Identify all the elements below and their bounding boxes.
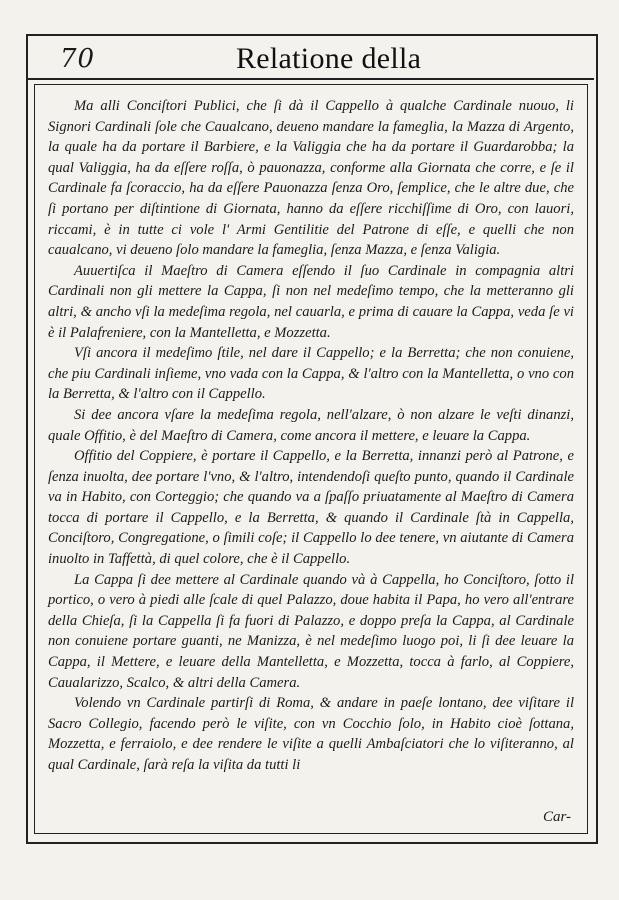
body-text <box>48 96 574 776</box>
paragraph: Volendo vn Cardinale partirſi di Roma, & andare in paeſe lontano, dee viſitare il Sacro Collegio, facendo però le viſite, con vn Cocchio ſolo, in Habito cioè ſottana, Mozzetta, e ferraiolo, e dee rendere le viſite a quelli Ambaſciatori che lo viſiteranno, al qual Cardinale, ſarà reſa la viſita da tutti li <box>48 695 574 773</box>
catchword: Car- <box>542 809 571 825</box>
paragraph: Vſi ancora il medeſimo ſtile, nel dare il Cappello; e la Berretta; che non conuiene, che piu Cardinali inſieme, vno vada con la Cappa, & l'altro con la Mantelletta, o vno con la Berretta, & l'altro con il Cappello. <box>48 345 574 403</box>
paragraph: La Cappa ſi dee mettere al Cardinale quando và à Cappella, ho Conciſtoro, ſotto il portico, o vero à piedi alle ſcale di quel Palazzo, doue habita il Papa, ho vero all'entrare della Chieſa, ſi la Cappella ſi fa fuori di Palazzo, e doppo preſa la Cappa, al Cardinale non conuiene portare guanti, ne Manizza, è nel medeſimo luogo poi, li ſi dee leuare la Cappa, il Mettere, e leuare della Mantelletta, e Mozzetta, tocca à farlo, al Coppiere, Caualarizzo, Scalco, & altri della Camera. <box>48 571 574 691</box>
paragraph: Si dee ancora vſare la medeſima regola, nell'alzare, ò non alzare le veſti dinanzi, quale Offitio, è del Maeſtro di Camera, come ancora il mettere, e leuare la Cappa. <box>48 406 574 444</box>
page-number: 70 <box>60 44 96 74</box>
header-rule <box>26 78 594 80</box>
paragraph: Ma alli Conciſtori Publici, che ſi dà il Cappello à qualche Cardinale nuouo, li Signori Cardinali ſole che Caualcano, deueno mandare la fameglia, la Mazza di Argento, la quale ha da portare il Barbiere, e la Valiggia che ha da portare il Guardarobba; la qual Valiggia, ha da eſſere roſſa, ò pauonazza, conforme alla Giornata che corre, e ſe il Cardinale fa ſcoraccio, ha da eſſere Pauonazza ſenza Oro, ſemplice, che le altre due, che ſi portano per diſtintione di Giornata, hanno da eſſere ricchiſſime di Oro, con lauori, riccami, è in tutte ci vole l' Armi Gentilitie del Patrone di eſſe, e quelli che non caualcano, vi deueno ſolo mandare la fameglia, ſenza Mazza, e ſenza Valigia. <box>48 98 574 259</box>
running-head: Relatione della <box>236 42 422 75</box>
paragraph: Offitio del Coppiere, è portare il Cappello, e la Berretta, innanzi però al Patrone, e ſenza inuolta, dee portare l'vno, & l'altro, intendendoſi queſto punto, quando il Cardinale va in Habito, con Corteggio; che quando va a ſpaſſo priuatamente al Maeſtro di Camera tocca di portare il Cappello, e la Berretta, & quando il Cardinale ſtà in Cappella, Conciſtoro, Congregatione, o ſimili coſe; il Cappello lo dee tenere, vn aiutante di Camera inuolto in Taffettà, di quel colore, che è il Cappello. <box>48 448 574 568</box>
paragraph: Auuertiſca il Maeſtro di Camera eſſendo il ſuo Cardinale in compagnia altri Cardinali non gli mettere la Cappa, ſi non nel medeſimo tempo, che la metteranno gli altri, & ancho vſi la medeſima regola, nel cauarla, e prima di cauare la Cappa, veda ſe vi è il Palafreniere, con la Mantelletta, e Mozzetta. <box>48 262 574 341</box>
